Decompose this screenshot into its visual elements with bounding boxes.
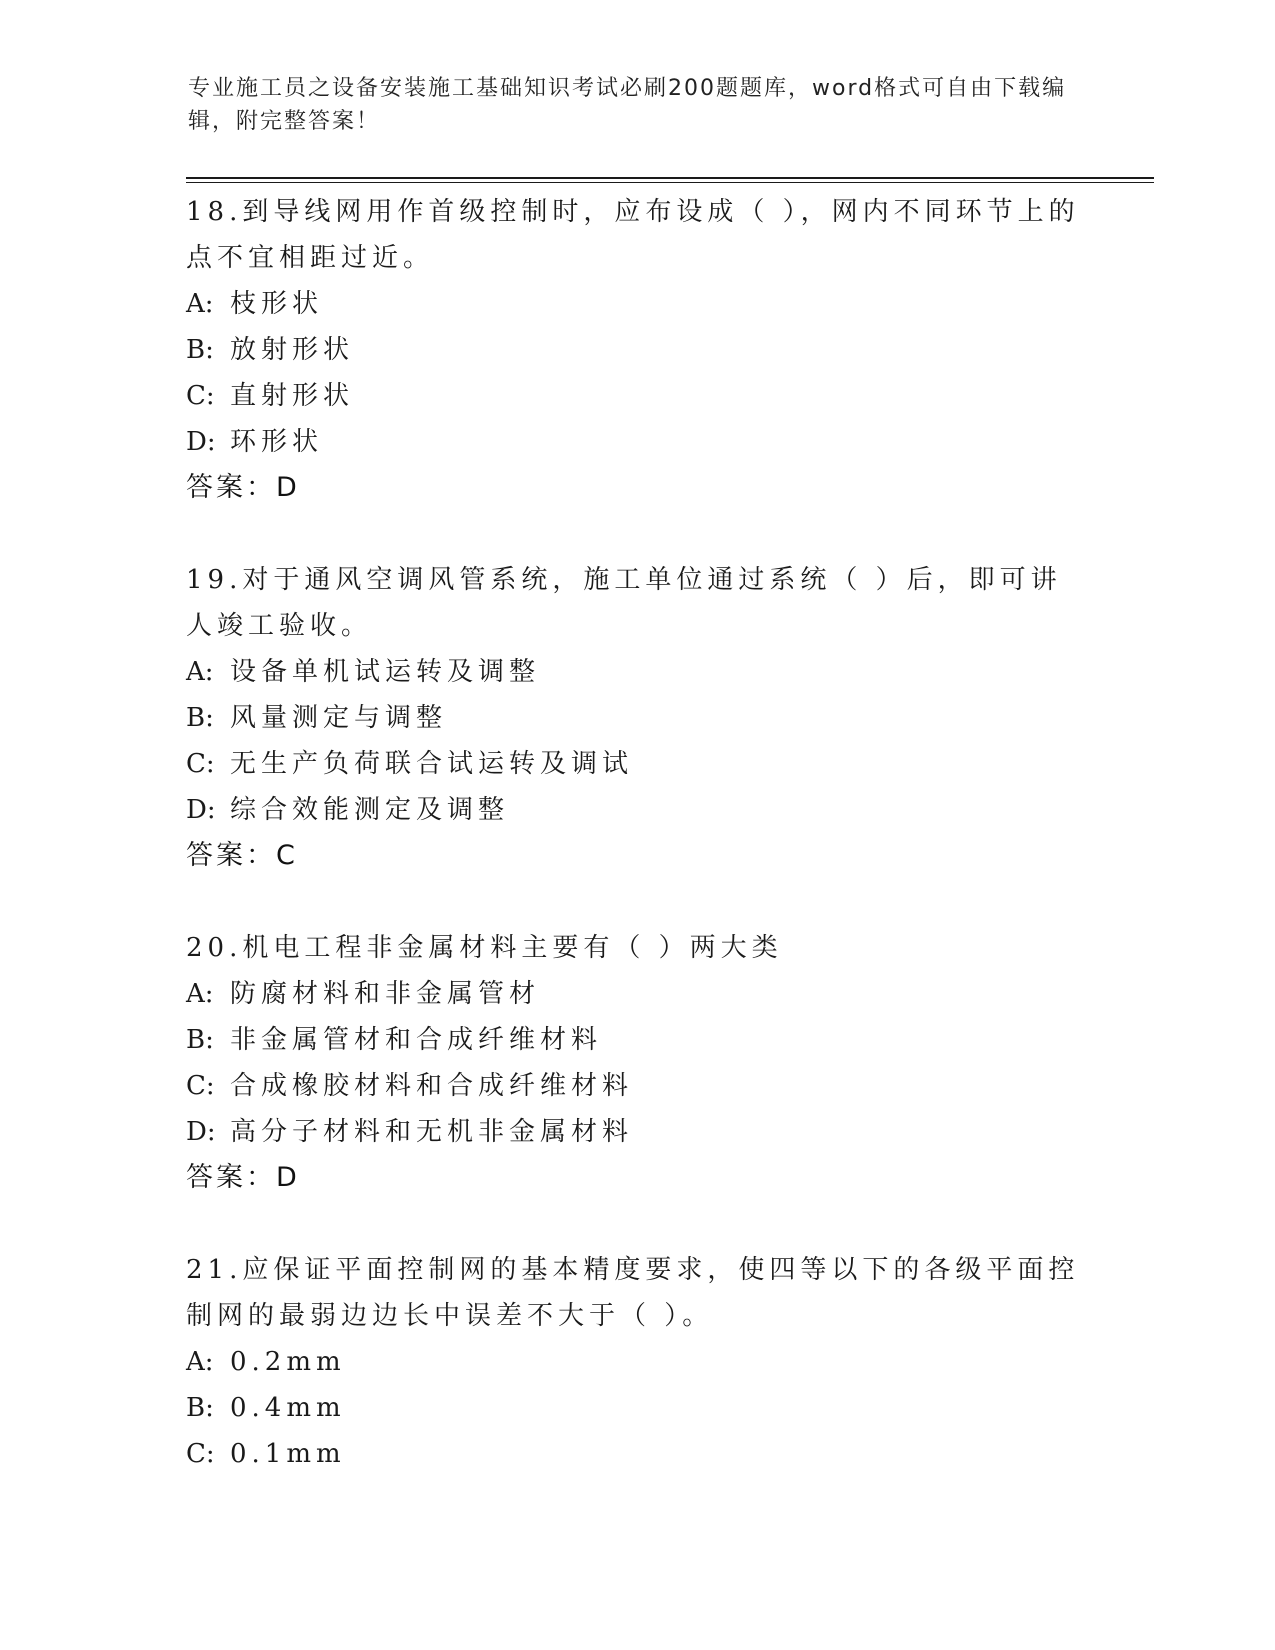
option-c (186, 373, 1086, 419)
option-letter: B: (186, 703, 214, 733)
option-c (186, 1063, 1086, 1109)
option-text: 风量测定与调整 (230, 703, 448, 733)
option-letter: D: (186, 795, 216, 825)
question-20 (186, 925, 1086, 1201)
option-text: 设备单机试运转及调整 (230, 657, 541, 687)
option-letter: B: (186, 1393, 214, 1423)
option-text: 防腐材料和非金属管材 (230, 979, 541, 1009)
option-text: 放射形状 (230, 335, 355, 365)
option-letter: C: (186, 1439, 215, 1469)
option-c (186, 1431, 1086, 1477)
question-stem: 20.机电工程非金属材料主要有（ ）两大类 (186, 933, 783, 963)
option-text: 0.2mm (230, 1347, 346, 1377)
question-spacer (186, 879, 1086, 925)
answer-line: 答案：C (186, 840, 298, 871)
option-d (186, 419, 1086, 465)
option-letter: B: (186, 1025, 214, 1055)
option-text: 合成橡胶材料和合成纤维材料 (230, 1071, 634, 1101)
question-21 (186, 1247, 1086, 1477)
header-divider-thin (186, 182, 1154, 183)
option-c (186, 741, 1086, 787)
option-letter: D: (186, 427, 216, 457)
option-text: 无生产负荷联合试运转及调试 (230, 749, 634, 779)
option-b (186, 327, 1086, 373)
answer-line: 答案：D (186, 472, 300, 503)
option-text: 0.1mm (230, 1439, 346, 1469)
option-text: 高分子材料和无机非金属材料 (230, 1117, 634, 1147)
document-header-title: 专业施工员之设备安装施工基础知识考试必刷200题题库，word格式可自由下载编辑，附完整答案！ (188, 76, 1067, 134)
option-letter: A: (186, 979, 214, 1009)
question-spacer (186, 511, 1086, 557)
option-letter: C: (186, 1071, 215, 1101)
option-text: 综合效能测定及调整 (230, 795, 510, 825)
option-b (186, 695, 1086, 741)
option-b (186, 1385, 1086, 1431)
option-a (186, 649, 1086, 695)
option-d (186, 1109, 1086, 1155)
option-text: 环形状 (230, 427, 324, 457)
option-text: 0.4mm (230, 1393, 346, 1423)
option-letter: B: (186, 335, 214, 365)
option-a (186, 971, 1086, 1017)
question-list (186, 189, 1086, 1477)
option-letter: C: (186, 749, 215, 779)
option-letter: A: (186, 657, 214, 687)
question-stem: 19.对于通风空调风管系统，施工单位通过系统（ ）后，即可讲人竣工验收。 (186, 565, 1062, 641)
question-spacer (186, 1201, 1086, 1247)
question-stem: 18.到导线网用作首级控制时，应布设成（ ），网内不同环节上的点不宜相距过近。 (186, 197, 1080, 273)
option-letter: C: (186, 381, 215, 411)
option-text: 直射形状 (230, 381, 355, 411)
option-letter: D: (186, 1117, 216, 1147)
question-stem: 21.应保证平面控制网的基本精度要求，使四等以下的各级平面控制网的最弱边边长中误差不大于（ ）。 (186, 1255, 1080, 1331)
option-letter: A: (186, 1347, 214, 1377)
option-a (186, 1339, 1086, 1385)
option-text: 非金属管材和合成纤维材料 (230, 1025, 603, 1055)
option-d (186, 787, 1086, 833)
answer-line: 答案：D (186, 1162, 300, 1193)
question-18 (186, 189, 1086, 511)
option-letter: A: (186, 289, 214, 319)
option-a (186, 281, 1086, 327)
option-text: 枝形状 (230, 289, 324, 319)
header-divider-thick (186, 177, 1154, 179)
question-19 (186, 557, 1086, 879)
option-b (186, 1017, 1086, 1063)
